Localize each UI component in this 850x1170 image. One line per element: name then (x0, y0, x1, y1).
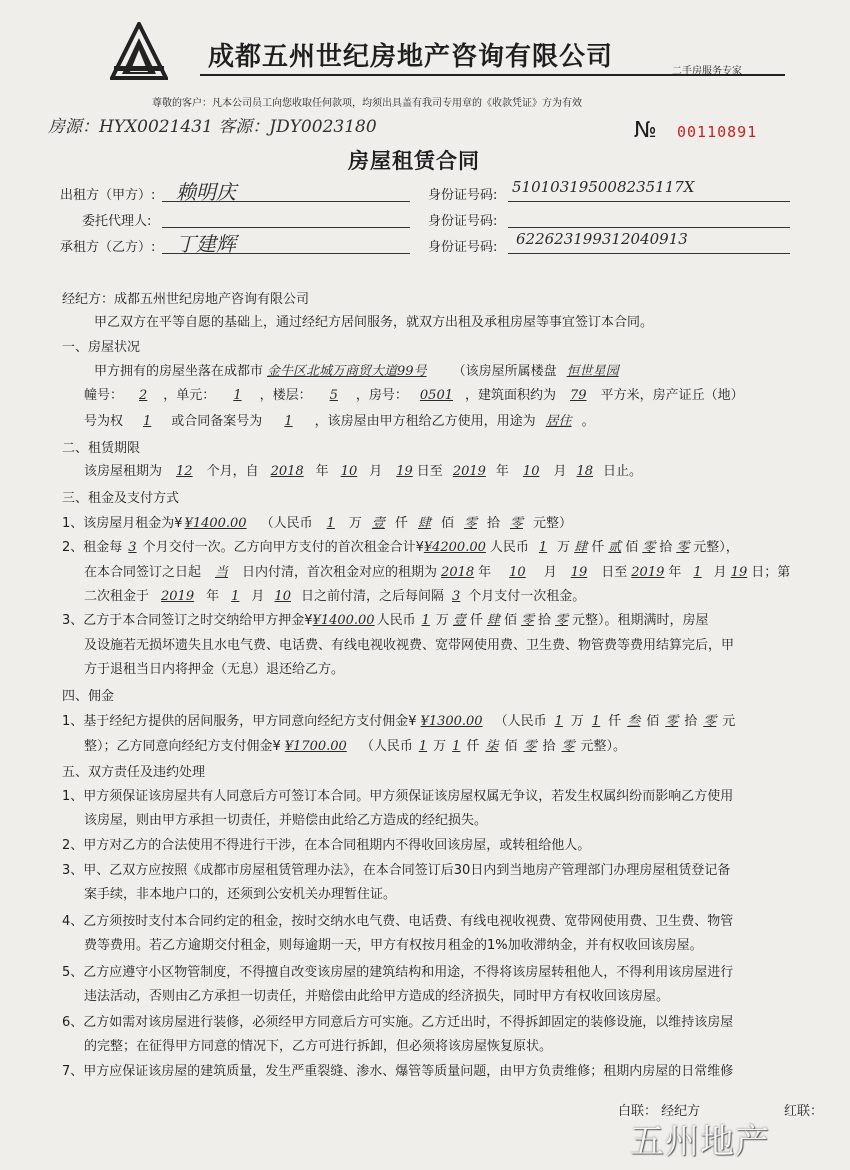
lessor-commission[interactable]: ¥1300.00 (420, 714, 483, 729)
rent-line: 1、该房屋月租金为¥ ¥1400.00 （人民币 1 万 壹 仟 肆 佰 零 拾 零 元整） (62, 516, 573, 531)
property-use[interactable]: 居住 (545, 414, 572, 429)
lessor-commission-bai[interactable]: 叁 (627, 714, 641, 729)
deposit-bai[interactable]: 肆 (486, 613, 500, 628)
lessee-commission[interactable]: ¥1700.00 (284, 739, 347, 754)
lease-end-day[interactable]: 18 (576, 464, 594, 479)
payment-interval[interactable]: 3 (451, 589, 461, 604)
lessor-commission-qian[interactable]: 1 (591, 714, 601, 729)
clause-line: 3、甲、乙双方应按照《成都市房屋租赁管理办法》，在本合同签订后30日内到当地房产管理部门办理房屋租赁登记备 (62, 863, 731, 878)
deposit-line-1: 3、乙方于本合同签订之时交纳给甲方押金¥¥1400.00 人民币 1 万 壹 仟 肆 佰 零 拾 零 元整）。租期满时，房屋 (62, 613, 709, 628)
rent-wan[interactable]: 1 (326, 516, 335, 531)
payment-line-2: 在本合同签订之日起 当 日内付清，首次租金对应的租期为 2018 年 10 月 19 日至 2019 年 1 月 19 日；第 (84, 565, 791, 580)
section-1-line-2: 幢号： 2 ，单元： 1 ，楼层： 5 ，房号： 0501 ，建筑面积约为 79 平方米，房产证丘（地） (84, 388, 744, 403)
second-payment-day[interactable]: 10 (274, 589, 291, 604)
section-1-heading: 一、房屋状况 (62, 340, 141, 355)
property-filing-number[interactable]: 1 (284, 414, 293, 429)
company-logo-icon (110, 22, 168, 80)
first-period-end-month[interactable]: 1 (693, 565, 702, 580)
lessor-commission-wan[interactable]: 1 (554, 714, 563, 729)
clause-line: 违法活动，否则由乙方承担一切责任，并赔偿由此给甲方造成的经济损失，同时甲方有权收回该房屋。 (84, 989, 670, 1004)
clause-line: 5、乙方应遵守小区物管制度，不得擅自改变该房屋的建筑结构和用途，不得将该房屋转租他人，不得利用该房屋进行 (62, 965, 734, 980)
monthly-rent[interactable]: ¥1400.00 (184, 516, 247, 531)
property-tower[interactable]: 2 (139, 388, 148, 403)
lessee-commission-wan[interactable]: 1 (418, 739, 428, 754)
lease-start-day[interactable]: 19 (396, 464, 413, 479)
deposit-shi[interactable]: 零 (520, 613, 534, 628)
lessee-commission-yuan[interactable]: 零 (561, 739, 575, 754)
deposit-yuan[interactable]: 零 (554, 613, 568, 628)
broker-line: 经纪方：成都五州世纪房地产咨询有限公司 (62, 292, 310, 307)
property-room[interactable]: 0501 (419, 388, 453, 403)
lessor-name[interactable]: 赖明庆 (176, 180, 236, 204)
rent-shi[interactable]: 零 (463, 516, 477, 531)
number-symbol: № (634, 118, 657, 143)
first-qian[interactable]: 肆 (574, 540, 588, 555)
first-wan[interactable]: 1 (538, 540, 548, 555)
first-period-start-day[interactable]: 19 (570, 565, 588, 580)
rent-bai[interactable]: 肆 (417, 516, 431, 531)
lessee-commission-shi[interactable]: 零 (523, 739, 537, 754)
section-3-heading: 三、租金及支付方式 (62, 491, 180, 506)
property-area[interactable]: 79 (570, 388, 587, 403)
property-cert-number[interactable]: 1 (143, 414, 152, 429)
property-building[interactable]: 恒世星园 (566, 364, 619, 379)
lessee-id-number[interactable]: 622623199312040913 (516, 230, 688, 248)
serial-number: 00110891 (677, 123, 758, 141)
section-4-heading: 四、佣金 (62, 689, 115, 704)
lessor-id-label: 身份证号码: (428, 188, 498, 203)
payment-line-3: 二次租金于 2019 年 1 月 10 日之前付清，之后每间隔 3 个月支付一次租金。 (84, 589, 586, 604)
lessee-id-label: 身份证号码: (428, 240, 498, 255)
watermark: 五州地产 (630, 1122, 770, 1162)
section-5-heading: 五、双方责任及违约处理 (62, 765, 206, 780)
clause-line: 1、甲方须保证该房屋共有人同意后方可签订本合同。甲方须保证该房屋权属无争议，若发生权属纠纷而影响乙方使用 (62, 789, 734, 804)
handwritten-reference-codes: 房源：HYX0021431 客源：JDY0023180 (48, 117, 377, 137)
lessor-commission-shi[interactable]: 零 (665, 714, 679, 729)
lessee-commission-qian[interactable]: 1 (452, 739, 461, 754)
first-period-end-day[interactable]: 19 (730, 565, 748, 580)
lease-end-year[interactable]: 2019 (452, 464, 486, 479)
first-period-end-year[interactable]: 2019 (631, 565, 665, 580)
clause-line: 费等费用。若乙方逾期交付租金，则每逾期一天，甲方有权按月租金的1%加收滞纳金，并有权收回该房屋。 (84, 938, 703, 953)
property-floor[interactable]: 5 (329, 388, 338, 403)
section-2-heading: 二、租赁期限 (62, 441, 141, 456)
deposit-line-3: 方于退租当日内将押金（无息）退还给乙方。 (84, 662, 345, 677)
first-yuan[interactable]: 零 (676, 540, 690, 555)
agent-id-underline (508, 227, 790, 228)
property-address[interactable]: 金牛区北城万商贸大道99号 (267, 364, 427, 379)
first-shi[interactable]: 零 (642, 540, 656, 555)
property-unit[interactable]: 1 (233, 388, 242, 403)
section-1-line-1: 甲方拥有的房屋坐落在成都市 金牛区北城万商贸大道99号 （该房屋所属楼盘 恒世星园 (94, 360, 639, 379)
first-payment-total[interactable]: ¥4200.00 (423, 540, 486, 555)
lessor-id-underline (508, 201, 790, 202)
rent-yuan[interactable]: 零 (509, 516, 523, 531)
second-payment-month[interactable]: 1 (231, 589, 240, 604)
company-tagline: 二手房服务专家 (672, 66, 742, 77)
payment-notice: 尊敬的客户：凡本公司员工向您收取任何款项，均须出具盖有我司专用章的《收款凭证》方为有效 (152, 98, 582, 109)
clause-line: 7、甲方应保证该房屋的建筑质量，发生严重裂缝、渗水、爆管等质量问题，由甲方负责维修；租期内房屋的日常维修 (62, 1064, 734, 1079)
clause-line: 6、乙方如需对该房屋进行装修，必须经甲方同意后方可实施。乙方迁出时，不得拆卸固定的装修设施，以维持该房屋 (62, 1015, 734, 1030)
lease-start-year[interactable]: 2018 (270, 464, 304, 479)
copy-red-label: 红联： (784, 1104, 824, 1119)
lessee-commission-bai[interactable]: 柒 (485, 739, 499, 754)
first-payment-days[interactable]: 当 (215, 565, 229, 580)
deposit-qian[interactable]: 壹 (452, 613, 466, 628)
intro-paragraph: 甲乙双方在平等自愿的基础上，通过经纪方居间服务，就双方出租及承租房屋等事宜签订本合同。 (94, 315, 654, 330)
deposit-amount[interactable]: ¥1400.00 (312, 613, 375, 628)
agent-id-label: 身份证号码: (428, 214, 498, 229)
lessee-name[interactable]: 丁建辉 (176, 232, 236, 256)
first-period-start-year[interactable]: 2018 (441, 565, 475, 580)
clause-line: 4、乙方须按时支付本合同约定的租金，按时交纳水电气费、电话费、有线电视收视费、宽带网使用费、卫生费、物管 (62, 914, 734, 929)
deposit-wan[interactable]: 1 (421, 613, 430, 628)
agent-label: 委托代理人: (82, 214, 152, 229)
contract-title: 房屋租赁合同 (348, 149, 480, 173)
commission-line-1: 1、基于经纪方提供的居间服务，甲方同意向经纪方支付佣金¥ ¥1300.00 （人民币 1 万 1 仟 叁 佰 零 拾 零 元 (62, 714, 736, 729)
clause-line: 的完整；在征得甲方同意的情况下，乙方可进行拆卸，但必须将该房屋恢复原状。 (84, 1039, 553, 1054)
lessor-label: 出租方（甲方）: (60, 188, 156, 203)
lease-term-line: 该房屋租期为 12 个月，自 2018 年 10 月 19 日至 2019 年 10 月 18 日止。 (84, 464, 643, 479)
lease-start-month[interactable]: 10 (340, 464, 358, 479)
lessor-commission-yuan[interactable]: 零 (703, 714, 717, 729)
deposit-line-2: 及设施若无损坏遗失且水电气费、电话费、有线电视收视费、宽带网使用费、卫生费、物管费等费用结算完后，甲 (84, 638, 735, 653)
first-bai[interactable]: 贰 (608, 540, 622, 555)
clause-line: 该房屋，则由甲方承担一切责任，并赔偿由此给乙方造成的经纪损失。 (84, 813, 488, 828)
lessee-label: 承租方（乙方）: (60, 240, 156, 255)
payment-interval-months[interactable]: 3 (128, 540, 137, 555)
section-1-line-3: 号为权 1 或合同备案号为 1 ，该房屋由甲方租给乙方使用，用途为 居住 。 (84, 414, 595, 429)
clause-line: 案手续，非本地户口的，还须到公安机关办理暂住证。 (84, 887, 397, 902)
lessee-id-underline (508, 253, 790, 254)
second-payment-year[interactable]: 2019 (161, 589, 195, 604)
first-period-start-month[interactable]: 10 (509, 565, 526, 580)
lease-end-month[interactable]: 10 (522, 464, 540, 479)
clause-line: 2、甲方对乙方的合法使用不得进行干涉，在本合同租期内不得收回该房屋，或转租给他人。 (62, 838, 591, 853)
company-name: 成都五州世纪房地产咨询有限公司 (208, 42, 614, 72)
rent-qian[interactable]: 壹 (371, 516, 385, 531)
copy-white-label: 白联： 经纪方 (618, 1104, 701, 1119)
payment-line-1: 2、租金每 3 个月交付一次。乙方向甲方支付的首次租金合计¥¥4200.00 人民币 1 万 肆 仟 贰 佰 零 拾 零 元整）， (62, 540, 739, 555)
commission-line-2: 整）；乙方同意向经纪方支付佣金¥ ¥1700.00 （人民币 1 万 1 仟 柒 佰 零 拾 零 元整）。 (84, 739, 627, 754)
lessor-id-number[interactable]: 510103195008235117X (512, 178, 695, 196)
lease-months[interactable]: 12 (176, 464, 193, 479)
